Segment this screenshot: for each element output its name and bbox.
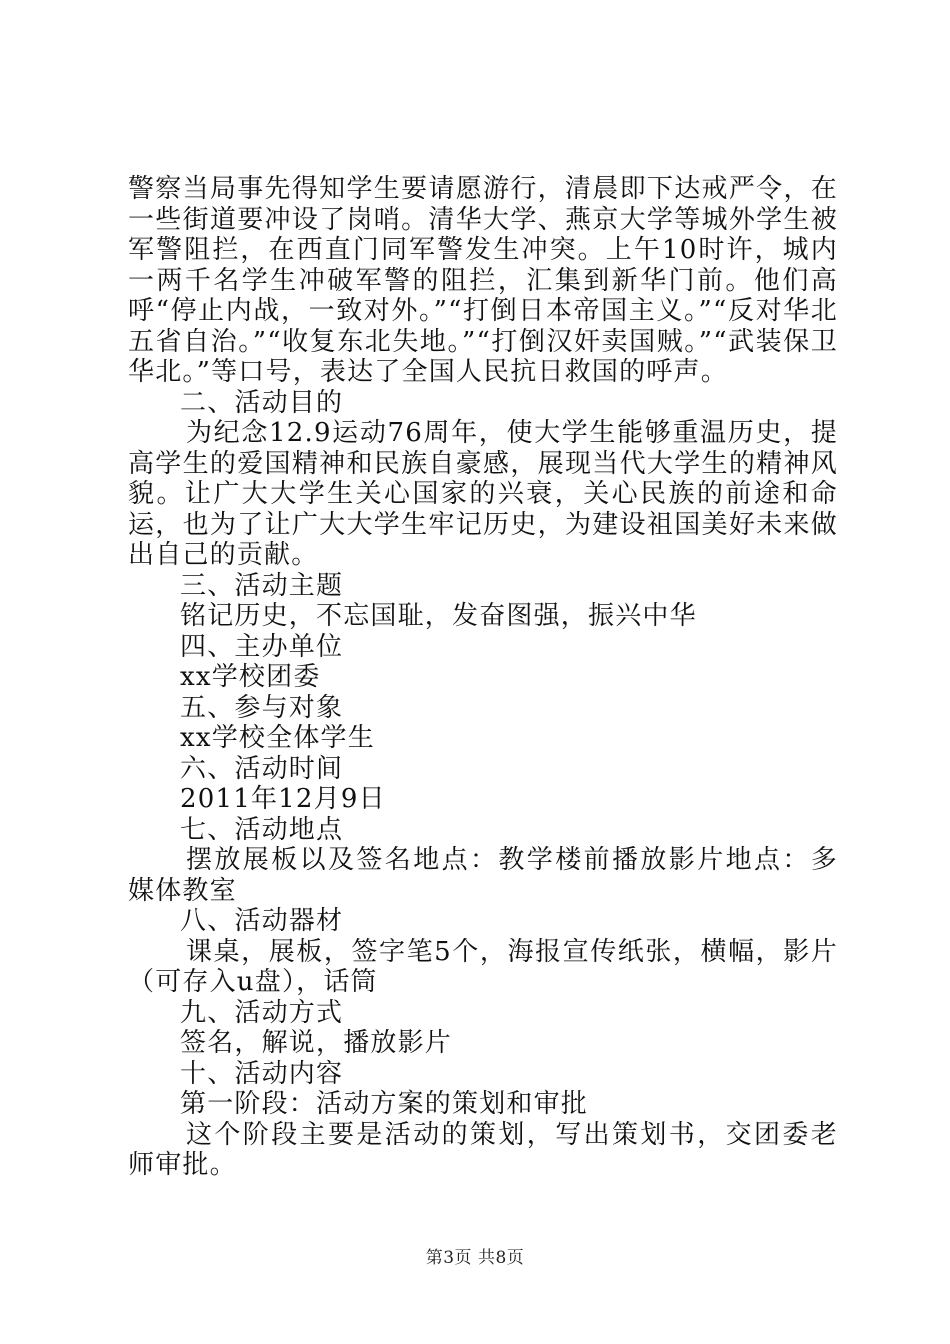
section-heading-location: 七、活动地点 <box>180 814 344 845</box>
body-paragraph-equipment: 课桌，展板，签字笔5个，海报宣传纸张，横幅，影片（可存入u盘），话筒 <box>128 936 838 997</box>
section-heading-purpose: 二、活动目的 <box>180 387 344 418</box>
page-number-footer: 第3页 共8页 <box>425 1248 525 1268</box>
body-paragraph-method: 签名，解说，播放影片 <box>180 1028 453 1058</box>
body-paragraph-stage-one-detail: 这个阶段主要是活动的策划，写出策划书，交团委老师审批。 <box>128 1119 838 1180</box>
body-paragraph-organizer: xx学校团委 <box>180 662 321 692</box>
section-heading-method: 九、活动方式 <box>180 997 344 1028</box>
section-heading-time: 六、活动时间 <box>180 753 344 784</box>
body-paragraph-time: 2011年12月9日 <box>180 784 386 814</box>
body-paragraph-theme: 铭记历史，不忘国耻，发奋图强，振兴中华 <box>180 601 697 631</box>
section-heading-content: 十、活动内容 <box>180 1058 344 1089</box>
body-paragraph-stage-one: 第一阶段：活动方案的策划和审批 <box>180 1089 589 1119</box>
body-paragraph-participants: xx学校全体学生 <box>180 723 375 753</box>
body-paragraph-purpose: 为纪念12.9运动76周年，使大学生能够重温历史，提高学生的爱国精神和民族自豪感，展现当代大学生的精神风貌。让广大大学生关心国家的兴衰，关心民族的前途和命运，也为了让广大大学生牢记历史，为建设祖国美好未来做出自己的贡献。 <box>128 418 838 570</box>
body-paragraph-protest: 警察当局事先得知学生要请愿游行，清晨即下达戒严令，在一些街道要冲设了岗哨。清华大学、燕京大学等城外学生被军警阻拦，在西直门同军警发生冲突。上午10时许，城内一两千名学生冲破军警的阻拦，汇集到新华门前。他们高呼“停止内战，一致对外。”“打倒日本帝国主义。”“反对华北五省自治。”“收复东北失地。”“打倒汉奸卖国贼。”“武装保卫华北。”等口号，表达了全国人民抗日救国的呼声。 <box>128 174 838 387</box>
section-heading-theme: 三、活动主题 <box>180 570 344 601</box>
section-heading-equipment: 八、活动器材 <box>180 906 344 936</box>
body-paragraph-location: 摆放展板以及签名地点：教学楼前播放影片地点：多媒体教室 <box>128 845 838 906</box>
section-heading-participants: 五、参与对象 <box>180 692 344 723</box>
document-body <box>128 174 838 1181</box>
section-heading-organizer: 四、主办单位 <box>180 631 344 662</box>
